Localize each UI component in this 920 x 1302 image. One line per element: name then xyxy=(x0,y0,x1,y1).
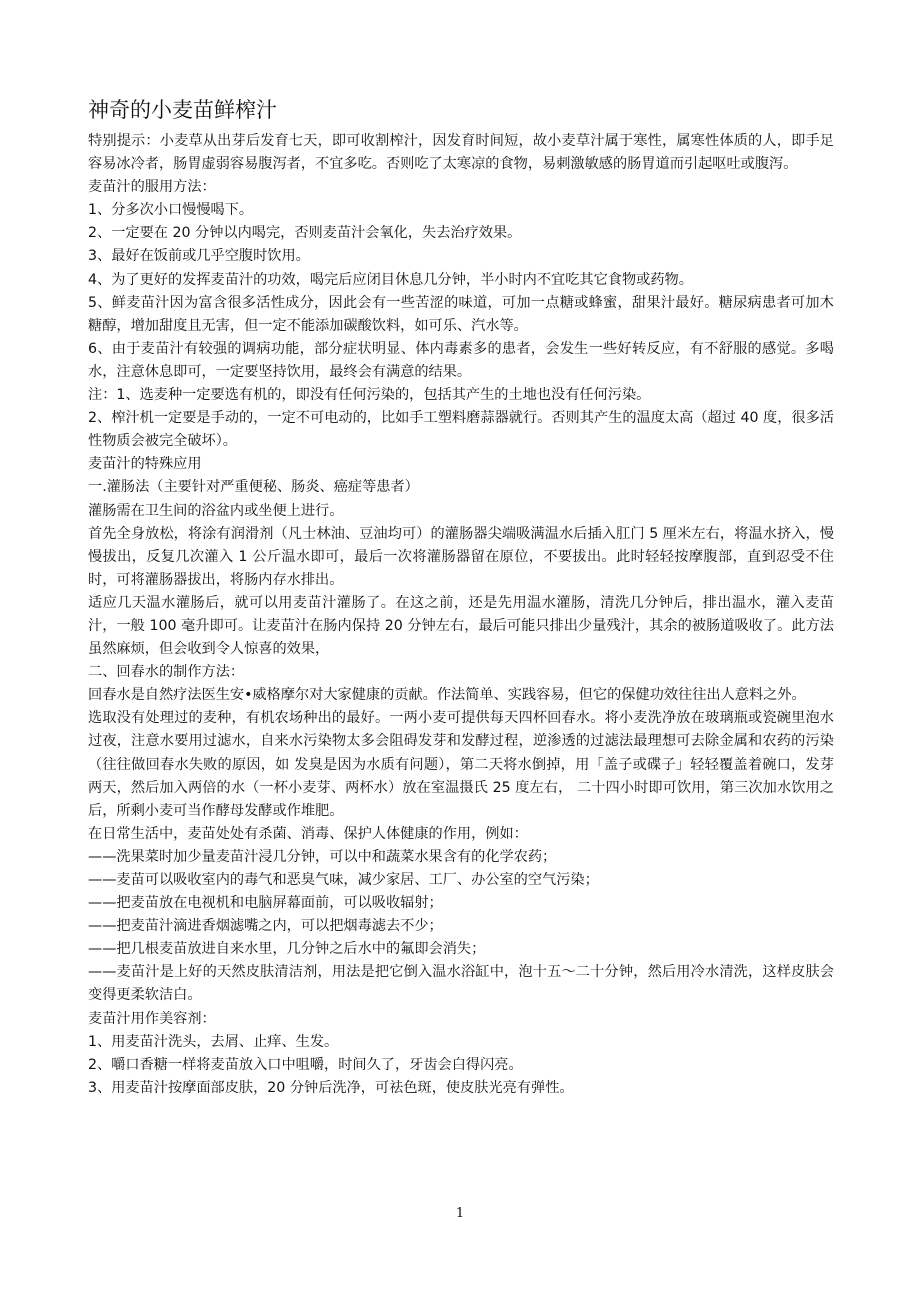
paragraph: ——麦苗汁是上好的天然皮肤清洁剂，用法是把它倒入温水浴缸中，泡十五～二十分钟，然后用冷水清洗，这样皮肤会变得更柔软洁白。 xyxy=(88,964,834,1004)
paragraph: ——把麦苗汁滴进香烟滤嘴之内，可以把烟毒滤去不少； xyxy=(88,918,443,935)
paragraph: 2、榨汁机一定要是手动的，一定不可电动的，比如手工塑料磨蒜器就行。否则其产生的温度太高（超过 40 度，很多活性物质会被完全破坏）。 xyxy=(88,410,834,450)
paragraph: 4、为了更好的发挥麦苗汁的功效，喝完后应闭目休息几分钟，半小时内不宜吃其它食物或药物。 xyxy=(88,271,693,288)
paragraph: 适应几天温水灌肠后，就可以用麦苗汁灌肠了。在这之前，还是先用温水灌肠，清洗几分钟后，排出温水，灌入麦苗汁，一般 100 毫升即可。让麦苗汁在肠内保持 20 分钟左右，最后可能只排出少量残汁，其余的被肠道吸收了。此方法虽然麻烦，但会收到令人惊喜的效果， xyxy=(88,594,834,658)
paragraph: 回春水是自然疗法医生安•威格摩尔对大家健康的贡献。作法简单、实践容易，但它的保健功效往往出人意料之外。 xyxy=(88,687,806,704)
paragraph: 注：1、选麦种一定要选有机的，即没有任何污染的，包括其产生的土地也没有任何污染。 xyxy=(88,387,651,404)
paragraph: 麦苗汁的服用方法： xyxy=(88,179,216,196)
paragraph: 1、用麦苗汁洗头，去屑、止痒、生发。 xyxy=(88,1033,339,1050)
paragraph: 灌肠需在卫生间的浴盆内或坐便上进行。 xyxy=(88,502,344,519)
paragraph: 一.灌肠法（主要针对严重便秘、肠炎、癌症等患者） xyxy=(88,479,419,496)
paragraph: 3、用麦苗汁按摩面部皮肤，20 分钟后洗净，可祛色斑，使皮肤光亮有弹性。 xyxy=(88,1079,574,1096)
paragraph: 5、鲜麦苗汁因为富含很多活性成分，因此会有一些苦涩的味道，可加一点糖或蜂蜜，甜果汁最好。糖尿病患者可加木糖醇，增加甜度且无害，但一定不能添加碳酸饮料，如可乐、汽水等。 xyxy=(88,294,834,334)
paragraph: 2、一定要在 20 分钟以内喝完，否则麦苗汁会氧化，失去治疗效果。 xyxy=(88,225,522,242)
paragraph: 3、最好在饭前或几乎空腹时饮用。 xyxy=(88,248,310,265)
paragraph: ——洗果菜时加少量麦苗汁浸几分钟，可以中和蔬菜水果含有的化学农药； xyxy=(88,848,557,865)
paragraph: 6、由于麦苗汁有较强的调病功能，部分症状明显、体内毒素多的患者，会发生一些好转反应，有不舒服的感觉。多喝水，注意休息即可，一定要坚持饮用，最终会有满意的结果。 xyxy=(88,340,834,380)
paragraph: 在日常生活中，麦苗处处有杀菌、消毒、保护人体健康的作用，例如： xyxy=(88,825,528,842)
paragraph: 特别提示：小麦草从出芽后发育七天，即可收割榨汁，因发育时间短，故小麦草汁属于寒性，属寒性体质的人，即手足容易冰冷者，肠胃虚弱容易腹泻者，不宜多吃。否则吃了太寒凉的食物，易刺激敏感的肠胃道而引起呕吐或腹泻。 xyxy=(88,133,834,173)
document-title: 神奇的小麦苗鲜榨汁 xyxy=(88,98,277,122)
paragraph: 麦苗汁用作美容剂： xyxy=(88,1010,216,1027)
paragraph: 1、分多次小口慢慢喝下。 xyxy=(88,202,254,219)
document-body xyxy=(88,96,834,1100)
page-number: 1 xyxy=(455,1206,465,1221)
paragraph: ——把几根麦苗放进自来水里，几分钟之后水中的氟即会消失； xyxy=(88,941,486,958)
paragraph: 麦苗汁的特殊应用 xyxy=(88,456,202,473)
paragraph: ——麦苗可以吸收室内的毒气和恶臭气味，减少家居、工厂、办公室的空气污染； xyxy=(88,872,599,888)
paragraph: 首先全身放松，将涂有润滑剂（凡士林油、豆油均可）的灌肠器尖端吸满温水后插入肛门 5 厘米左右，将温水挤入，慢慢拔出，反复几次灌入 1 公斤温水即可，最后一次将灌肠器留在原位，不要拔出。此时轻轻按摩腹部，直到忍受不住时，可将灌肠器拔出，将肠内存水排出。 xyxy=(88,525,834,588)
paragraph: 二、回春水的制作方法： xyxy=(88,664,245,681)
paragraph: ——把麦苗放在电视机和电脑屏幕面前，可以吸收辐射； xyxy=(88,895,443,912)
paragraph: 选取没有处理过的麦种，有机农场种出的最好。一两小麦可提供每天四杯回春水。将小麦洗净放在玻璃瓶或瓷碗里泡水过夜，注意水要用过滤水，自来水污染物太多会阻碍发芽和发酵过程，逆渗透的过滤法最理想可去除金属和农药的污染（往往做回春水失败的原因，如 发臭是因为水质有问题），第二天将水倒掉，用「盖子或碟子」轻轻覆盖着碗口，发芽两天，然后加入两倍的水（一杯小麦芽、两杯水）放在室温摄氏 25 度左右， 二十四小时即可饮用，第三次加水饮用之后，所剩小麦可当作酵母发酵或作堆肥。 xyxy=(88,710,834,819)
paragraph: 2、嚼口香糖一样将麦苗放入口中咀嚼，时间久了，牙齿会白得闪亮。 xyxy=(88,1056,523,1073)
